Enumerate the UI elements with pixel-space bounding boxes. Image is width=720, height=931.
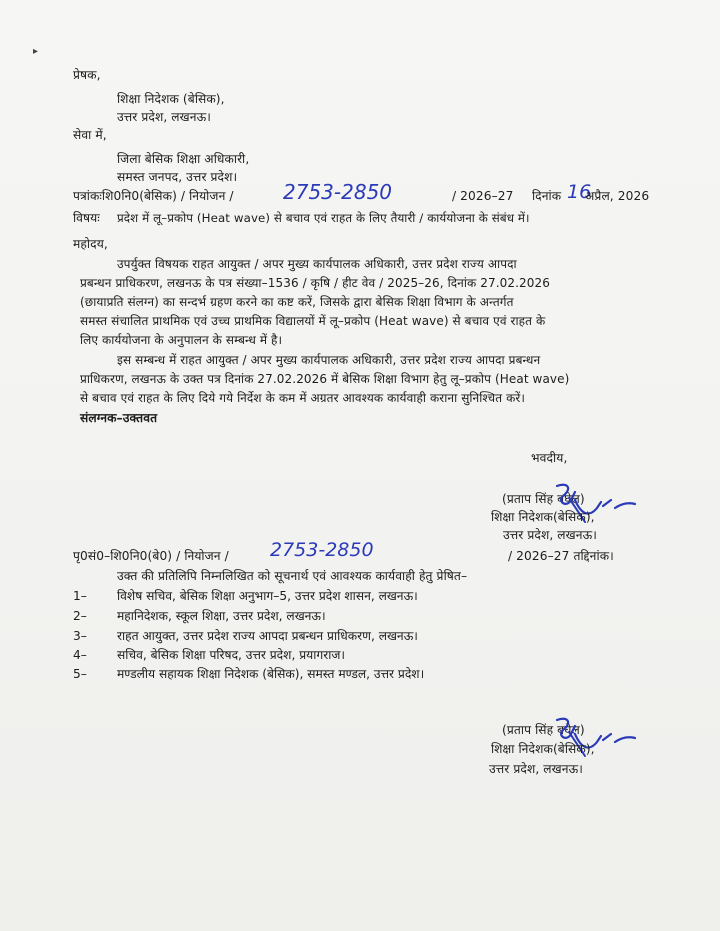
recipient-designation: जिला बेसिक शिक्षा अधिकारी,	[117, 152, 250, 166]
signature1-designation: शिक्षा निदेशक(बेसिक),	[491, 510, 595, 524]
sender-designation: शिक्षा निदेशक (बेसिक),	[117, 92, 225, 106]
list-item-text: सचिव, बेसिक शिक्षा परिषद, उत्तर प्रदेश, प्रयागराज।	[117, 648, 346, 662]
list-item-number: 1–	[73, 589, 87, 603]
copy-intro: उक्त की प्रतिलिपि निम्नलिखित को सूचनार्थ एवं आवश्यक कार्यवाही हेतु प्रेषित–	[117, 569, 468, 583]
corner-mark-icon: ▸	[33, 46, 39, 57]
closing: भवदीय,	[531, 451, 568, 465]
list-item-text: विशेष सचिव, बेसिक शिक्षा अनुभाग–5, उत्तर प्रदेश शासन, लखनऊ।	[117, 589, 418, 603]
list-item-number: 5–	[73, 667, 87, 681]
list-item-number: 4–	[73, 648, 87, 662]
list-item-number: 3–	[73, 629, 87, 643]
para2-line: से बचाव एवं राहत के लिए दिये गये निर्देश के कम में अग्रतर आवश्यक कार्यवाही कराना सुनिश्चित करें।	[80, 391, 526, 405]
para1-line: प्रबन्धन प्राधिकरण, लखनऊ के पत्र संख्या–1536 / कृषि / हीट वेव / 2025–26, दिनांक 27.02.2026	[80, 276, 550, 290]
list-item-text: राहत आयुक्त, उत्तर प्रदेश राज्य आपदा प्रबन्धन प्राधिकरण, लखनऊ।	[117, 629, 418, 643]
para1-line: (छायाप्रति संलग्न) का सन्दर्भ ग्रहण करने का कष्ट करें, जिसके द्वारा बेसिक शिक्षा विभाग के अन्तर्गत	[80, 295, 514, 309]
copy-reference-suffix: / 2026–27 तद्दिनांक।	[508, 549, 614, 563]
list-item-text: महानिदेशक, स्कूल शिक्षा, उत्तर प्रदेश, लखनऊ।	[117, 609, 326, 623]
copy-reference-prefix: पृ0सं0–शि0नि0(बे0) / नियोजन /	[73, 549, 229, 563]
subject-label: विषयः	[73, 211, 100, 225]
recipient-label: सेवा में,	[73, 128, 107, 142]
signature2-place: उत्तर प्रदेश, लखनऊ।	[489, 762, 583, 776]
reference-handwritten-day: 16	[567, 181, 592, 203]
recipient-place: समस्त जनपद, उत्तर प्रदेश।	[117, 170, 238, 184]
list-item-number: 2–	[73, 609, 87, 623]
enclosure-note: संलग्नक–उक्तवत	[80, 411, 158, 425]
signature1-name: (प्रताप सिंह बघेल)	[502, 492, 585, 506]
para2-line: इस सम्बन्ध में राहत आयुक्त / अपर मुख्य कार्यपालक अधिकारी, उत्तर प्रदेश राज्य आपदा प्रबन्धन	[117, 353, 541, 367]
sender-label: प्रेषक,	[73, 68, 101, 82]
salutation: महोदय,	[73, 237, 108, 251]
reference-prefix: पत्रांकःशि0नि0(बेसिक) / नियोजन /	[73, 189, 234, 203]
subject-text: प्रदेश में लू–प्रकोप (Heat wave) से बचाव एवं राहत के लिए तैयारी / कार्ययोजना के संबंध में।	[117, 211, 530, 225]
signature2-name: (प्रताप सिंह बघेल)	[502, 723, 585, 737]
signature2-designation: शिक्षा निदेशक(बेसिक),	[491, 742, 595, 756]
reference-date-rest: अप्रैल, 2026	[585, 189, 650, 203]
para1-line: उपर्युक्त विषयक राहत आयुक्त / अपर मुख्य कार्यपालक अधिकारी, उत्तर प्रदेश राज्य आपदा	[117, 257, 517, 271]
para1-line: लिए कार्ययोजना के अनुपालन के सम्बन्ध में है।	[80, 333, 283, 347]
copy-reference-handwritten-number: 2753-2850	[270, 539, 374, 561]
reference-handwritten-number: 2753-2850	[283, 180, 393, 204]
sender-place: उत्तर प्रदेश, लखनऊ।	[117, 110, 211, 124]
reference-date-label: दिनांक	[532, 189, 562, 203]
signature1-place: उत्तर प्रदेश, लखनऊ।	[503, 528, 597, 542]
reference-year: / 2026–27	[452, 189, 514, 203]
para2-line: प्राधिकरण, लखनऊ के उक्त पत्र दिनांक 27.02.2026 में बेसिक शिक्षा विभाग हेतु लू–प्रकोप (Heat wave)	[80, 372, 570, 386]
para1-line: समस्त संचालित प्राथमिक एवं उच्च प्राथमिक विद्यालयों में लू–प्रकोप (Heat wave) से बचाव एवं राहत के	[80, 314, 546, 328]
list-item-text: मण्डलीय सहायक शिक्षा निदेशक (बेसिक), समस्त मण्डल, उत्तर प्रदेश।	[117, 667, 425, 681]
